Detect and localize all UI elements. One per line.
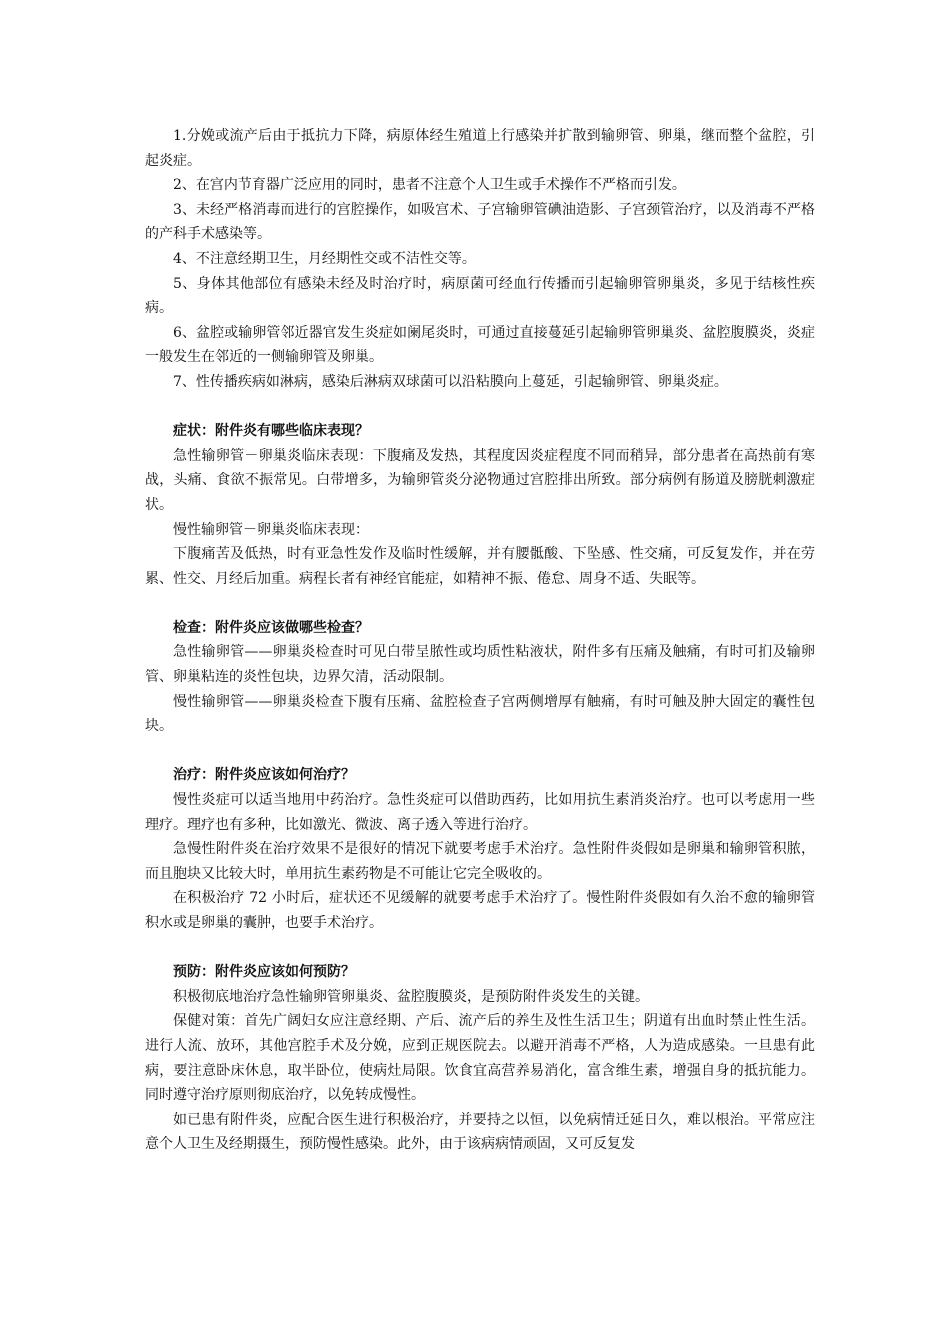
symptoms-paragraph: 慢性输卵管－卵巢炎临床表现： bbox=[173, 521, 369, 538]
prevention-heading: 预防：附件炎应该如何预防？ bbox=[173, 964, 355, 981]
examination-paragraph: 急性输卵管——卵巢炎检查时可见白带呈脓性或均质性粘液状，附件多有压痛及触痛，有时可扪及输卵管、卵巢粘连的炎性包块，边界欠清，活动限制。 bbox=[145, 644, 815, 686]
prevention-paragraph: 如已患有附件炎，应配合医生进行积极治疗，并要持之以恒，以免病情迁延日久，难以根治。平常应注意个人卫生及经期摄生，预防慢性感染。此外，由于该病病情顽固，又可反复发 bbox=[145, 1111, 815, 1153]
cause-item-2: 2、在宫内节育器广泛应用的同时，患者不注意个人卫生或手术操作不严格而引发。 bbox=[173, 177, 686, 194]
treatment-paragraph: 在积极治疗 72 小时后，症状还不见缓解的就要考虑手术治疗了。慢性附件炎假如有久治不愈的输卵管积水或是卵巢的囊肿，也要手术治疗。 bbox=[145, 890, 815, 931]
examination-heading: 检查：附件炎应该做哪些检查？ bbox=[173, 619, 369, 636]
section-spacer bbox=[145, 395, 815, 420]
section-spacer bbox=[145, 936, 815, 961]
section-spacer bbox=[145, 739, 815, 764]
symptoms-section bbox=[145, 419, 815, 591]
symptoms-paragraph: 急性输卵管－卵巢炎临床表现：下腹痛及发热，其程度因炎症程度不同而稍异，部分患者在高热前有寒战，头痛、食欲不振常见。白带增多，为输卵管炎分泌物通过宫腔排出所致。部分病例有肠道及膀胱刺激症状。 bbox=[145, 447, 815, 513]
cause-item-4: 4、不注意经期卫生，月经期性交或不洁性交等。 bbox=[173, 250, 476, 267]
examination-paragraph: 慢性输卵管——卵巢炎检查下腹有压痛、盆腔检查子宫两侧增厚有触痛，有时可触及肿大固定的囊性包块。 bbox=[145, 693, 815, 735]
cause-item-5: 5、身体其他部位有感染未经及时治疗时，病原菌可经血行传播而引起输卵管卵巢炎，多见于结核性疾病。 bbox=[145, 275, 815, 317]
prevention-paragraph: 积极彻底地治疗急性输卵管卵巢炎、盆腔腹膜炎，是预防附件炎发生的关键。 bbox=[173, 988, 649, 1005]
prevention-paragraph: 保健对策：首先广阔妇女应注意经期、产后、流产后的养生及性生活卫生；阴道有出血时禁止性生活。进行人流、放环，其他宫腔手术及分娩，应到正规医院去。以避开消毒不严格，人为造成感染。一旦患有此病，要注意卧床休息，取半卧位，使病灶局限。饮食宜高营养易消化，富含维生素，增强自身的抵抗能力。同时遵守治疗原则彻底治疗，以免转成慢性。 bbox=[145, 1013, 815, 1104]
treatment-paragraph: 急慢性附件炎在治疗效果不是很好的情况下就要考虑手术治疗。急性附件炎假如是卵巢和输卵管积脓，而且胞块又比较大时，单用抗生素药物是不可能让它完全吸收的。 bbox=[145, 841, 815, 882]
cause-item-3: 3、未经严格消毒而进行的宫腔操作，如吸宫术、子宫输卵管碘油造影、子宫颈管治疗，以及消毒不严格的产科手术感染等。 bbox=[145, 201, 815, 243]
symptoms-paragraph: 下腹痛苦及低热，时有亚急性发作及临时性缓解，并有腰骶酸、下坠感、性交痛，可反复发作，并在劳累、性交、月经后加重。病程长者有神经官能症，如精神不振、倦怠、周身不适、失眠等。 bbox=[145, 546, 815, 587]
cause-item-7: 7、性传播疾病如淋病，感染后淋病双球菌可以沿粘膜向上蔓延，引起输卵管、卵巢炎症。 bbox=[173, 373, 728, 390]
examination-section bbox=[145, 616, 815, 739]
causes-section bbox=[145, 124, 815, 395]
treatment-heading: 治疗：附件炎应该如何治疗？ bbox=[173, 767, 355, 784]
document-page bbox=[145, 124, 815, 1157]
cause-item-6: 6、盆腔或输卵管邻近器官发生炎症如阑尾炎时，可通过直接蔓延引起输卵管卵巢炎、盆腔腹膜炎，炎症一般发生在邻近的一侧输卵管及卵巢。 bbox=[145, 324, 815, 366]
treatment-paragraph: 慢性炎症可以适当地用中药治疗。急性炎症可以借助西药，比如用抗生素消炎治疗。也可以考虑用一些理疗。理疗也有多种，比如激光、微波、离子透入等进行治疗。 bbox=[145, 792, 815, 833]
treatment-section bbox=[145, 763, 815, 935]
cause-item-1: 1.分娩或流产后由于抵抗力下降，病原体经生殖道上行感染并扩散到输卵管、卵巢，继而整个盆腔，引起炎症。 bbox=[145, 128, 815, 169]
section-spacer bbox=[145, 591, 815, 616]
prevention-section bbox=[145, 960, 815, 1157]
symptoms-heading: 症状：附件炎有哪些临床表现？ bbox=[173, 423, 369, 440]
